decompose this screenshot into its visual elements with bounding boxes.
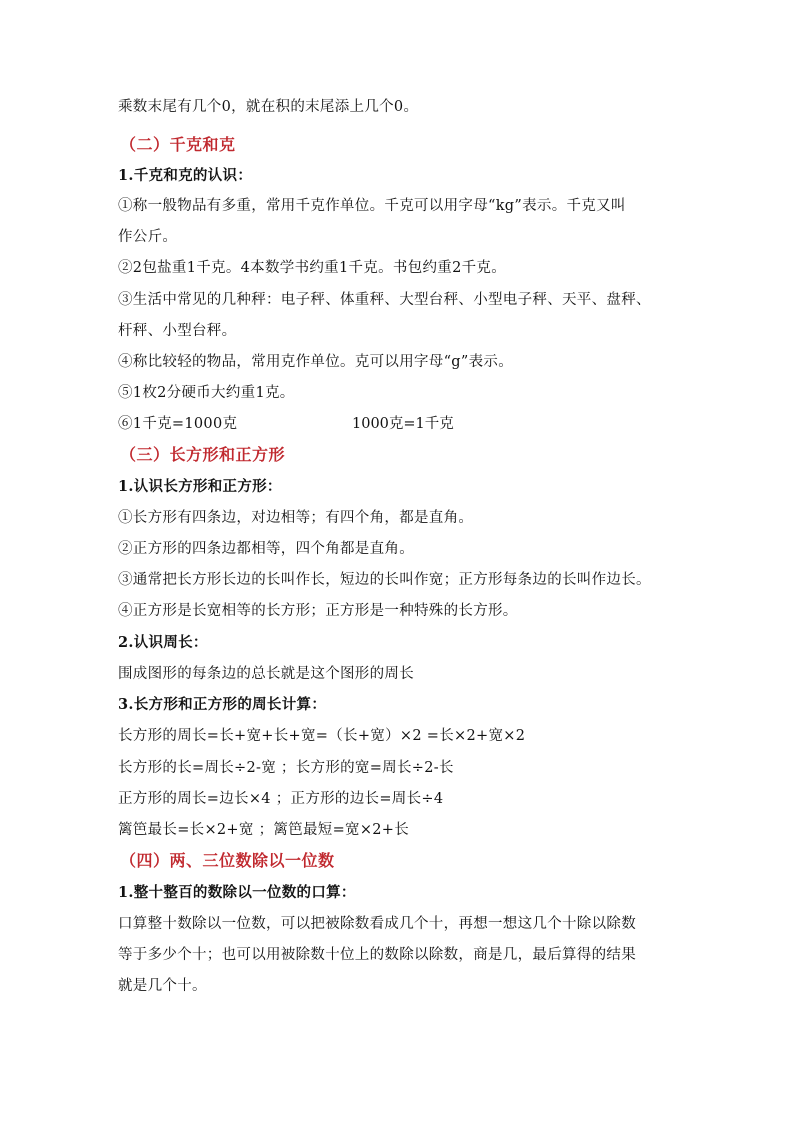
paragraph: ①称一般物品有多重，常用千克作单位。千克可以用字母“kg”表示。千克又叫 [118,198,626,214]
paragraph: ①长方形有四条边，对边相等；有四个角，都是直角。 [118,510,474,526]
paragraph: ④称比较轻的物品，常用克作单位。克可以用字母“g”表示。 [118,354,514,370]
subsection-title-rect-1: 1.认识长方形和正方形： [118,478,282,495]
paragraph: ⑥1千克=1000克 [118,416,238,432]
subsection-title-rect-3: 3.长方形和正方形的周长计算： [118,696,327,713]
paragraph: ②2包盐重1千克。4本数学书约重1千克。书包约重2千克。 [118,260,507,276]
paragraph: ③通常把长方形长边的长叫作长，短边的长叫作宽；正方形每条边的长叫作边长。 [118,572,651,588]
formula-line: 正方形的周长=边长×4 ；正方形的边长=周长÷4 [118,791,444,807]
subsection-title-rect-2: 2.认识周长： [118,634,208,651]
paragraph: 就是几个十。 [118,978,207,994]
paragraph: 等于多少个十；也可以用被除数十位上的数除以除数，商是几，最后算得的结果 [118,947,636,963]
paragraph: 口算整十数除以一位数，可以把被除数看成几个十，再想一想这几个十除以除数 [118,916,636,932]
paragraph: 作公斤。 [118,229,178,245]
section-title-div: （四）两、三位数除以一位数 [120,851,335,870]
formula-line: 篱笆最长=长×2+宽 ；篱笆最短=宽×2+长 [118,822,410,838]
paragraph-right: 1000克=1千克 [352,416,454,432]
subsection-title-kg-1: 1.千克和克的认识： [118,167,253,184]
paragraph: 杆秤、小型台秤。 [118,323,237,339]
subsection-title-div-1: 1.整十整百的数除以一位数的口算： [118,884,356,901]
paragraph: ②正方形的四条边都相等，四个角都是直角。 [118,541,414,557]
paragraph: 围成图形的每条边的总长就是这个图形的周长 [118,666,414,682]
section-title-kg: （二）千克和克 [120,135,236,154]
intro-line: 乘数末尾有几个0，就在积的末尾添上几个0。 [118,99,419,115]
paragraph: ④正方形是长宽相等的长方形；正方形是一种特殊的长方形。 [118,603,518,619]
paragraph: ⑤1枚2分硬币大约重1克。 [118,385,295,401]
formula-line: 长方形的长=周长÷2-宽 ；长方形的宽=周长÷2-长 [118,760,454,776]
paragraph: ③生活中常见的几种秤：电子秤、体重秤、大型台秤、小型电子秤、天平、盘秤、 [118,292,651,308]
formula-line: 长方形的周长=长+宽+长+宽=（长+宽）×2 =长×2+宽×2 [118,728,526,744]
section-title-rect: （三）长方形和正方形 [120,445,286,464]
